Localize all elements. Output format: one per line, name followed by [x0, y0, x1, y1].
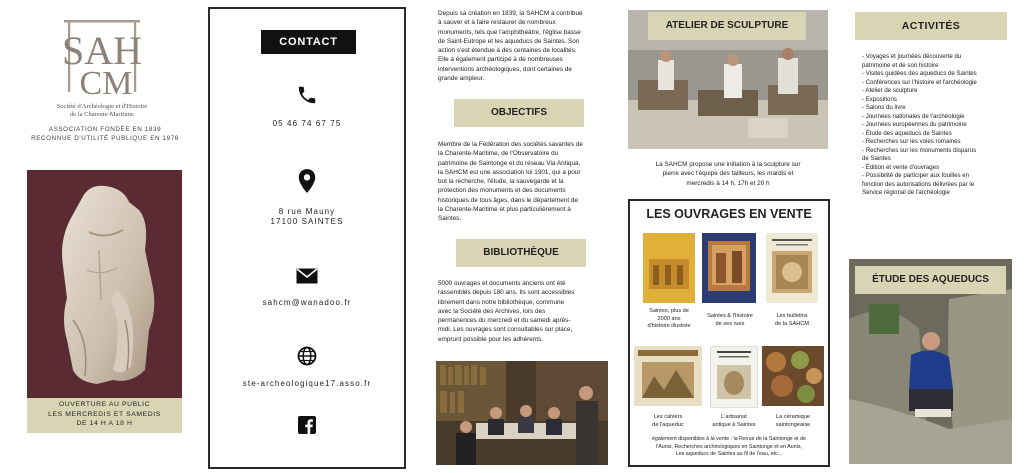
logo-letters-top: SAH — [61, 28, 143, 73]
intro-line: de Saint-Eutrope et les aqueducs de Saintes. Son — [438, 37, 580, 45]
objectifs-line: Saintes. — [438, 215, 462, 223]
bibliotheque-line: avec la Société des Archives, lors des — [438, 307, 546, 315]
atelier-line: mercredis à 14 h, 17h et 20 h — [686, 179, 770, 187]
objectifs-line: Membre de la Fédération des sociétés savantes de — [438, 141, 583, 148]
bibliotheque-title: BIBLIOTHÈQUE — [456, 239, 586, 267]
library-meeting-photo — [436, 361, 608, 465]
intro-line: Elle a également participé à de nombreuses — [438, 56, 563, 64]
activite-item: patrimoine et de son histoire — [862, 61, 939, 69]
statue-image — [27, 170, 182, 398]
ouvrages-footer-line: également disponibles à la vente : la Revue de la Saintonge et de — [651, 436, 806, 442]
book-caption — [638, 308, 700, 331]
book-caption — [703, 414, 765, 429]
book-caption-line: de la SAHCM — [775, 320, 809, 327]
book-caption — [762, 414, 824, 429]
book-caption-line: de ses rues — [715, 320, 745, 327]
ouvrages-footer-line: Les aqueducs de Saintes au fil de l'eau, etc... — [675, 451, 783, 458]
ouvrages-title: LES OUVRAGES EN VENTE — [646, 207, 812, 221]
intro-line: Depuis sa création en 1839, la SAHCM a contribué — [438, 10, 583, 17]
contact-phone[interactable]: 05 46 74 67 75 — [272, 119, 342, 128]
bibliotheque-line: permanences du mercredi et du samedi après- — [438, 317, 571, 325]
contact-address-line2: 17100 SAINTES — [270, 217, 344, 226]
contact-email[interactable]: sahcm@wanadoo.fr — [262, 298, 352, 307]
bibliotheque-line: midi. Les ouvrages sont consultables sur place, — [438, 326, 573, 334]
activite-item: - Recherches sur les voies romaines — [862, 138, 961, 145]
facebook-icon[interactable] — [298, 416, 316, 434]
atelier-line: La SAHCM propose une initiation à la sculpture sur — [655, 161, 801, 168]
location-pin-icon — [296, 168, 318, 194]
contact-address-line1: 8 rue Mauny — [278, 207, 336, 216]
objectifs-title: OBJECTIFS — [454, 99, 584, 127]
bibliotheque-text — [438, 279, 613, 344]
book-cover-cahiers-aqueduc — [634, 346, 702, 406]
objectifs-line: protection des monuments et des documents — [438, 187, 566, 195]
atelier-line: pierre avec l'équipe des tailleurs, les mardis et — [662, 170, 794, 178]
activite-item: - Possibilité de participer aux fouilles en — [862, 172, 970, 179]
contact-panel — [208, 7, 406, 469]
book-cover-ceramique — [762, 346, 824, 406]
activite-item: - Édition et vente d'ouvrages — [862, 163, 940, 171]
mail-icon — [296, 268, 318, 284]
objectifs-line: la Charente-Maritime, de l'Observatoire du — [438, 150, 559, 158]
logo-society-line2: de la Charente-Maritime — [70, 111, 134, 118]
aqueducs-title: ÉTUDE DES AQUEDUCS — [855, 266, 1006, 294]
activite-item: - Expositions — [862, 95, 897, 103]
book-caption-line: antique à Saintes — [712, 421, 756, 428]
intro-line: interventions archéologiques, dont certaines de — [438, 65, 572, 73]
activite-item: - Journées européennes du patrimoine — [862, 121, 967, 128]
objectifs-line: but la recherche, l'étude, la sauvegarde et la — [438, 178, 564, 186]
intro-line: à sauver et à faire restaurer de nombreux — [438, 19, 556, 27]
book-caption-line: 2000 ans — [657, 315, 681, 322]
book-caption-line: Les bulletins — [776, 313, 808, 319]
globe-icon — [297, 346, 317, 366]
objectifs-line: la SAHCM est une association loi 1901, qui a pour — [438, 168, 581, 176]
bibliotheque-line: 5000 ouvrages et documents anciens ont été — [438, 280, 566, 287]
book-caption-line: La céramique — [776, 414, 810, 420]
book-caption-line: de l'aqueduc — [652, 421, 684, 428]
bibliotheque-line: librement dans notre bibliothèque, commune — [438, 298, 565, 306]
activite-item: - Visites guidées des aqueducs de Saintes — [862, 70, 977, 77]
activite-item: fonction des autorisations délivrées par le — [862, 180, 975, 188]
book-caption — [761, 313, 823, 328]
book-cover-artisanat-antique — [710, 346, 758, 408]
book-cover-bulletins — [766, 233, 818, 303]
activites-title: ACTIVITÉS — [855, 12, 1007, 40]
objectifs-line: patrimoine de Saintonge et du réseau Via Antiqua, — [438, 159, 581, 167]
atelier-title: ATELIER DE SCULPTURE — [648, 12, 806, 40]
contact-title: CONTACT — [261, 30, 356, 54]
ouvrages-footer-line: l'Aunis, Recherches archéologiques en Saintonge et en Aunis, — [656, 443, 802, 450]
book-caption-line: saintongeaise — [775, 421, 811, 428]
activite-item: - Salons du livre — [862, 104, 906, 111]
activite-item: - Étude des aqueducs de Saintes — [862, 129, 952, 137]
book-caption-line: Saintes & l'histoire — [707, 313, 753, 319]
opening-line1: OUVERTURE AU PUBLIC — [58, 401, 151, 408]
ouvrages-footer — [632, 436, 826, 459]
contact-website[interactable]: ste-archeologique17.asso.fr — [242, 379, 372, 388]
book-caption-line: Saintes, plus de — [649, 308, 689, 314]
book-cover-saintes-rues — [702, 233, 756, 303]
book-caption — [699, 313, 761, 328]
book-cover-saintes-2000-ans — [643, 233, 695, 303]
objectifs-text — [438, 140, 613, 224]
intro-line: grande ampleur. — [438, 75, 485, 83]
bibliotheque-line: rassemblés depuis 180 ans. Ils sont accessibles — [438, 289, 575, 297]
intro-line: monuments, tels que l'amphithéâtre, l'église basse — [438, 28, 581, 36]
activite-item: - Voyages et journées découverte du — [862, 53, 962, 60]
opening-hours — [27, 398, 182, 433]
activite-item: - Recherches sur les monuments disparus — [862, 146, 977, 154]
logo-society-line1: Société d'Archéologie et d'Histoire — [56, 103, 148, 110]
logo-letters-bottom: CM — [79, 65, 133, 102]
activite-item: - Atelier de sculpture — [862, 87, 918, 94]
association-founded: ASSOCIATION FONDÉE EN 1839 — [48, 126, 162, 133]
book-caption — [637, 414, 699, 429]
bibliotheque-line: emprunt possible pour les adhérents. — [438, 335, 544, 343]
book-caption-line: d'histoire illustrée — [647, 323, 691, 330]
intro-text — [438, 9, 613, 83]
atelier-text — [628, 160, 828, 188]
book-caption-line: L'artisanat — [721, 414, 747, 420]
objectifs-line: la Charente-Maritime et plus particulièrement à — [438, 206, 571, 214]
association-recognized: RECONNUE D'UTILITÉ PUBLIQUE EN 1976 — [31, 135, 179, 142]
activite-item: de Saintes — [862, 155, 891, 162]
activite-item: - Journées nationales de l'archéologie — [862, 112, 965, 120]
activites-list — [862, 53, 1012, 198]
opening-line2: LES MERCREDIS ET SAMEDIS — [48, 410, 161, 418]
book-caption-line: Les cahiers — [653, 414, 683, 420]
phone-icon — [296, 84, 318, 106]
intro-line: action s'est étendue à des centaines de localités. — [438, 47, 577, 55]
activite-item: Service régional de l'archéologie — [862, 189, 950, 196]
objectifs-line: historiques de tous âges, dans le département de — [438, 196, 578, 204]
sahcm-logo — [46, 16, 158, 120]
association-info — [20, 125, 190, 143]
activite-item: - Conférences sur l'histoire et l'archéologie — [862, 78, 977, 86]
opening-line3: DE 14 H A 18 H — [76, 420, 133, 427]
